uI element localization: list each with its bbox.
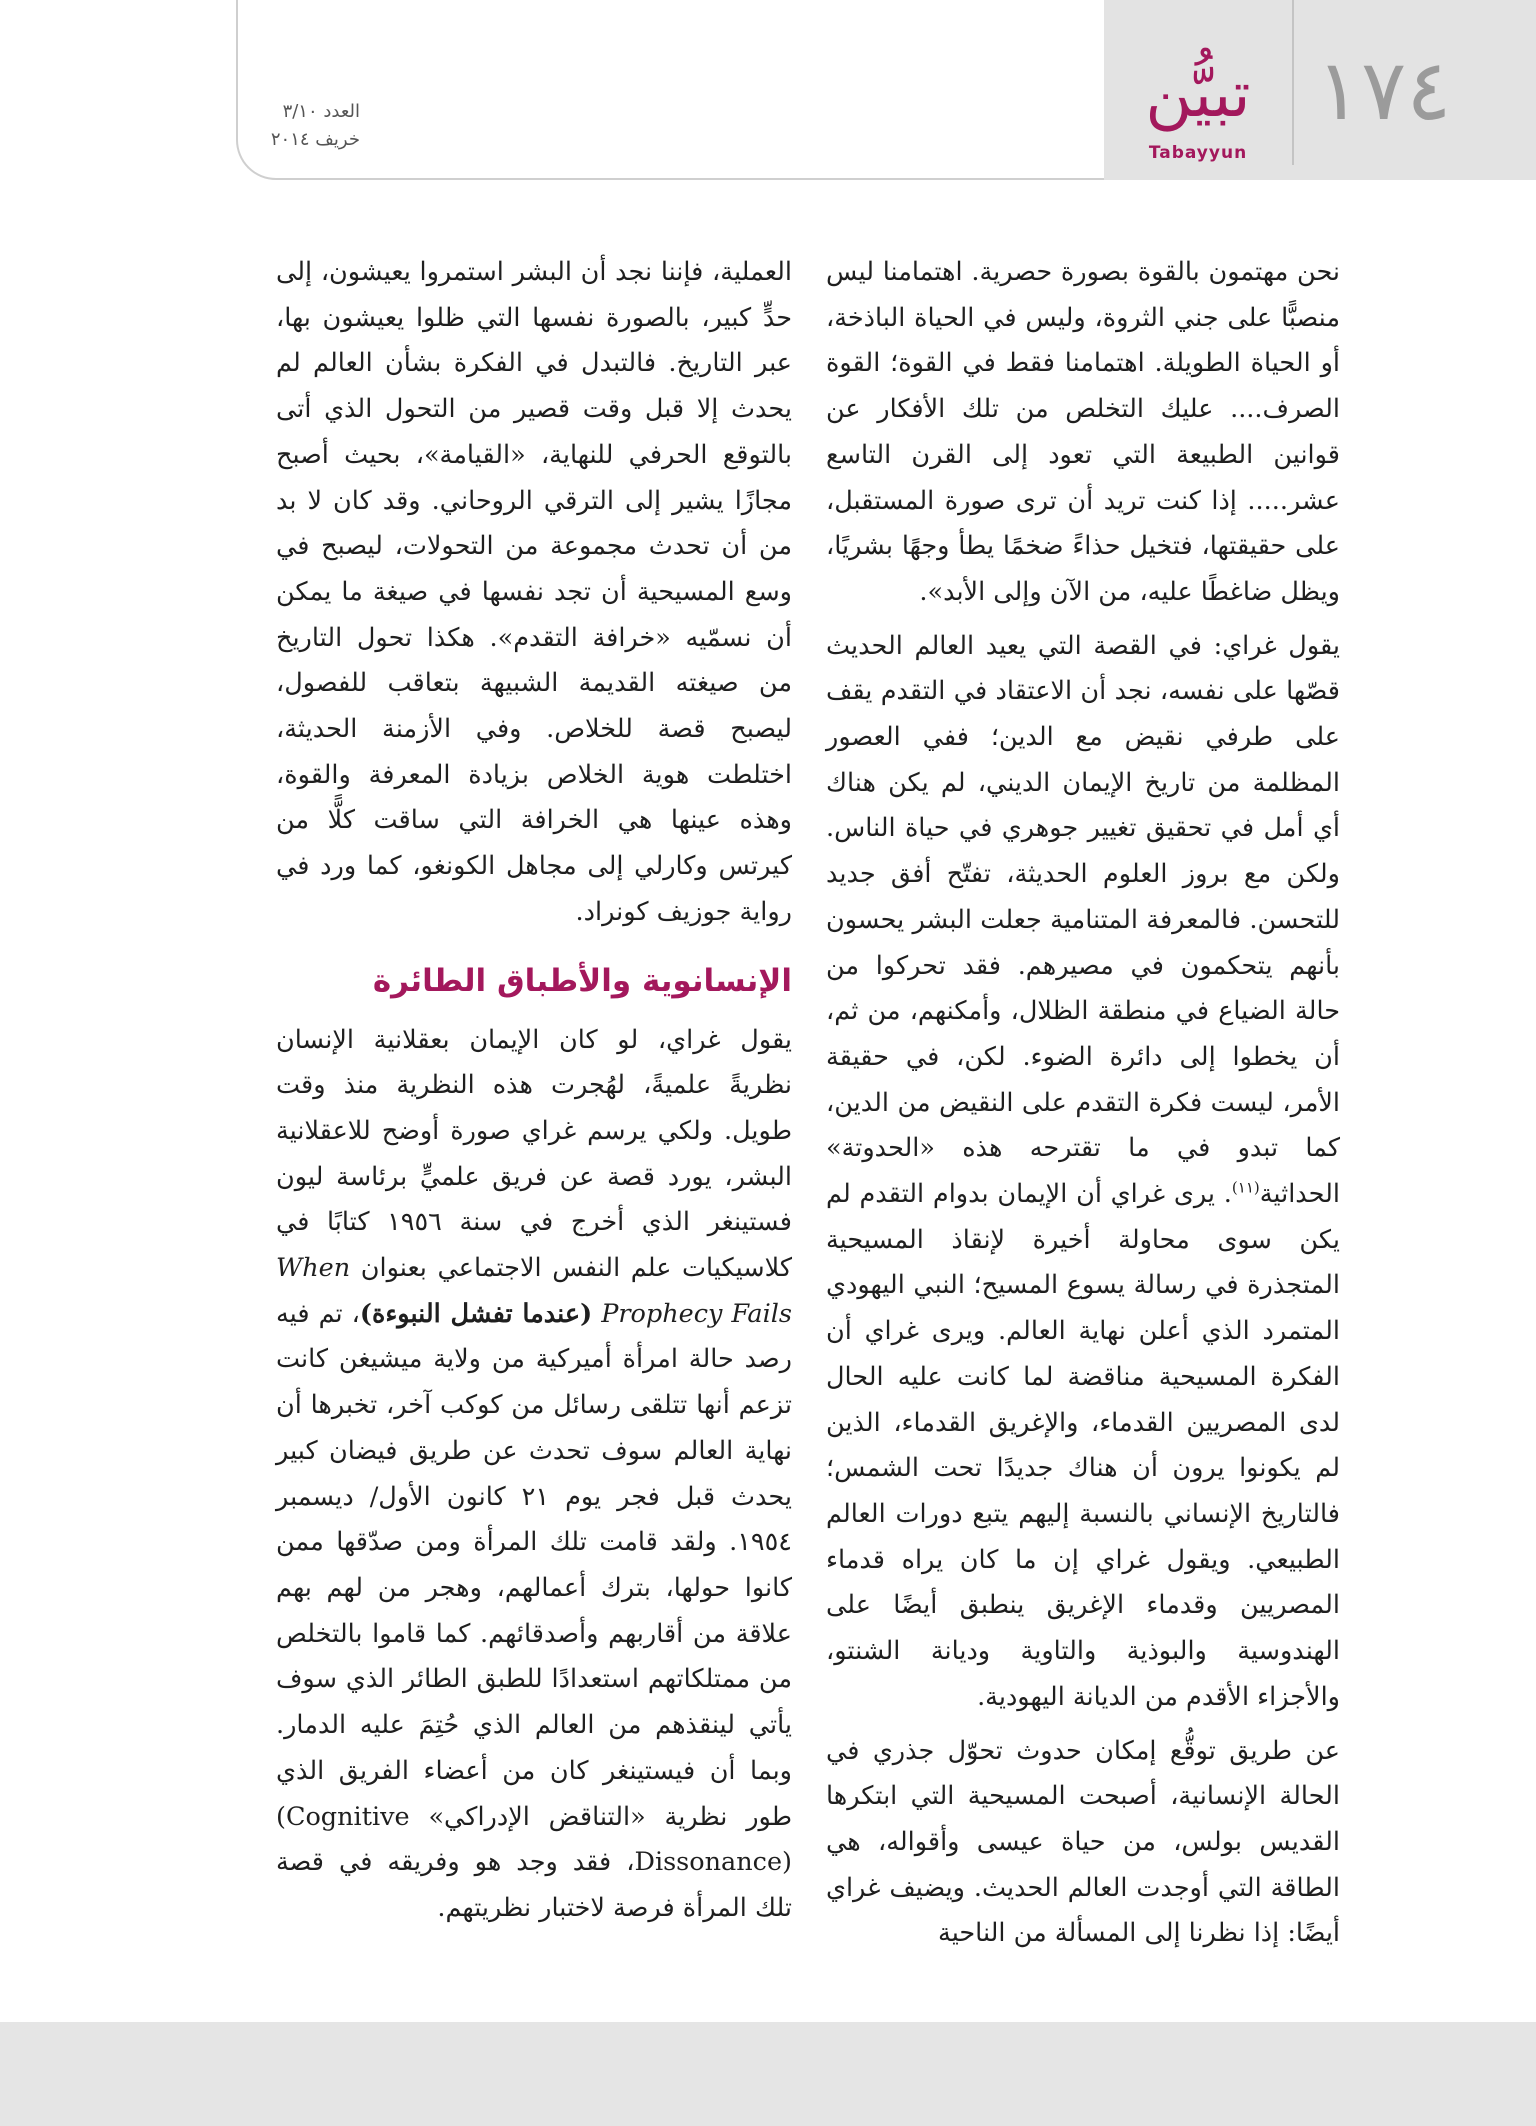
page-number: ١٧٤ — [1316, 41, 1452, 139]
paragraph-text: . يرى غراي أن الإيمان بدوام التقدم لم يكن سوى محاولة أخيرة لإنقاذ المسيحية المتجذرة في رسالة يسوع المسيح؛ النبي اليهودي المتمرد الذي أعلن نهاية العالم. ويرى غراي أن الفكرة المسيحية مناقضة لما كانت عليه الحال لدى المصريين القدماء، والإغريق القدماء، الذين لم يكونوا يرون أن هناك جديدًا تحت الشمس؛ فالتاريخ الإنساني بالنسبة إليهم يتبع دورات العالم الطبيعي. ويقول غراي إن ما كان يراه قدماء المصريين وقدماء الإغريق ينطبق أيضًا على الهندوسية والبوذية والتاوية وديانة الشنتو، والأجزاء الأقدم من الديانة اليهودية. — [826, 1179, 1340, 1712]
logo-latin: Tabayyun — [1148, 143, 1248, 163]
footnote-ref[interactable]: (١١) — [1231, 1178, 1260, 1197]
paragraph: العملية، فإننا نجد أن البشر استمروا يعيشون، إلى حدٍّ كبير، بالصورة نفسها التي ظلوا يعيشون بها، عبر التاريخ. فالتبدل في الفكرة بشأن العالم لم يحدث إلا قبل وقت قصير من التحول الذي أتى بالتوقع الحرفي للنهاية، «القيامة»، بحيث أصبح مجازًا يشير إلى الترقي الروحاني. وقد كان لا بد من أن تحدث مجموعة من التحولات، ليصبح في وسع المسيحية أن تجد نفسها في صيغة ما يمكن أن نسمّيه «خرافة التقدم». هكذا تحول التاريخ من صيغته القديمة الشبيهة بتعاقب للفصول، ليصبح قصة للخلاص. وفي الأزمنة الحديثة، اختلطت هوية الخلاص بزيادة المعرفة والقوة، وهذه عينها هي الخرافة التي ساقت كلًّا من كيرتس وكارلي إلى مجاهل الكونغو، كما ورد في رواية جوزيف كونراد. — [276, 257, 792, 927]
logo-arabic: تبيُّن — [1145, 58, 1251, 132]
left-column — [276, 250, 792, 1932]
journal-logo — [1120, 56, 1276, 164]
paragraph-text: ، فقد وجد هو وفريقه في قصة تلك المرأة فرصة لاختبار نظريتهم. — [276, 1847, 792, 1923]
paragraph: عن طريق توقُّع إمكان حدوث تحوّل جذري في الحالة الإنسانية، أصبحت المسيحية التي ابتكرها القديس بولس، من حياة عيسى وأقواله، هي الطاقة التي أوجدت العالم الحديث. ويضيف غراي أيضًا: إذا نظرنا إلى المسألة من الناحية — [826, 1735, 1340, 1949]
paragraph: نحن مهتمون بالقوة بصورة حصرية. اهتمامنا ليس منصبًّا على جني الثروة، وليس في الحياة الباذخة، أو الحياة الطويلة. اهتمامنا فقط في القوة؛ القوة الصرف.... عليك التخلص من تلك الأفكار عن قوانين الطبيعة التي تعود إلى القرن التاسع عشر..... إذا كنت تريد أن ترى صورة المستقبل، على حقيقتها، فتخيل حذاءً ضخمًا يطأ وجهًا بشريًا، ويظل ضاغطًا عليه، من الآن وإلى الأبد». — [826, 257, 1340, 607]
paragraph-text: ، تم فيه رصد حالة امرأة أميركية من ولاية ميشيغن كانت تزعم أنها تتلقى رسائل من كوكب آخر، تخبرها أن نهاية العالم سوف تحدث عن طريق فيضان كبير يحدث قبل فجر يوم ٢١ كانون الأول/ ديسمبر ١٩٥٤. ولقد قامت تلك المرأة ومن صدّقها ممن كانوا حولها، بترك أعمالهم، وهجر من لهم بهم علاقة من أقاربهم وأصدقائهم. كما قاموا بالتخلص من ممتلكاتهم استعدادًا للطبق الطائر الذي سوف يأتي لينقذهم من العالم الذي حُتِمَ عليه الدمار. وبما أن فيستينغر كان من أعضاء الفريق الذي طور نظرية «التناقض الإدراكي» — [276, 1298, 792, 1832]
section-title: الإنسانوية والأطباق الطائرة — [372, 962, 792, 999]
book-title-english: When Prophecy Fails — [276, 1253, 792, 1329]
paragraph-text: يقول غراي: في القصة التي يعيد العالم الحديث قصّها على نفسه، نجد أن الاعتقاد في التقدم يقف على طرفي نقيض مع الدين؛ ففي العصور المظلمة من تاريخ الإيمان الديني، لم يكن هناك أي أمل في تحقيق تغيير جوهري في حياة الناس. ولكن مع بروز العلوم الحديثة، تفتّح أفق جديد للتحسن. فالمعرفة المتنامية جعلت البشر يحسون بأنهم يتحكمون في مصيرهم. فقد تحركوا من حالة الضياع في منطقة الظلال، وأمكنهم، من ثم، أن يخطوا إلى دائرة الضوء. لكن، في حقيقة الأمر، ليست فكرة التقدم على النقيض من الدين، كما تبدو في ما تقترحه هذه «الحدوتة» الحداثية — [826, 630, 1340, 1210]
book-title-arabic: (عندما تفشل النبوءة) — [359, 1298, 593, 1329]
issue-season: خريف ٢٠١٤ — [270, 129, 360, 150]
issue-info — [250, 98, 360, 154]
paragraph-text: يقول غراي، لو كان الإيمان بعقلانية الإنسان نظريةً علميةً، لهُجرت هذه النظرية منذ وقت طويل. ولكي يرسم غراي صورة أوضح للاعقلانية البشر، يورد قصة عن فريق علميٍّ برئاسة ليون فستينغر الذي أخرج في سنة ١٩٥٦ كتابًا في كلاسيكيات علم النفس الاجتماعي بعنوان — [276, 1024, 793, 1284]
term-english: (Cognitive Dissonance) — [276, 1801, 792, 1878]
paragraph — [276, 1018, 792, 1932]
right-column — [826, 250, 1340, 1957]
footer-band — [0, 2022, 1536, 2126]
issue-number: العدد ٣/١٠ — [282, 101, 360, 122]
paragraph — [826, 624, 1340, 1721]
